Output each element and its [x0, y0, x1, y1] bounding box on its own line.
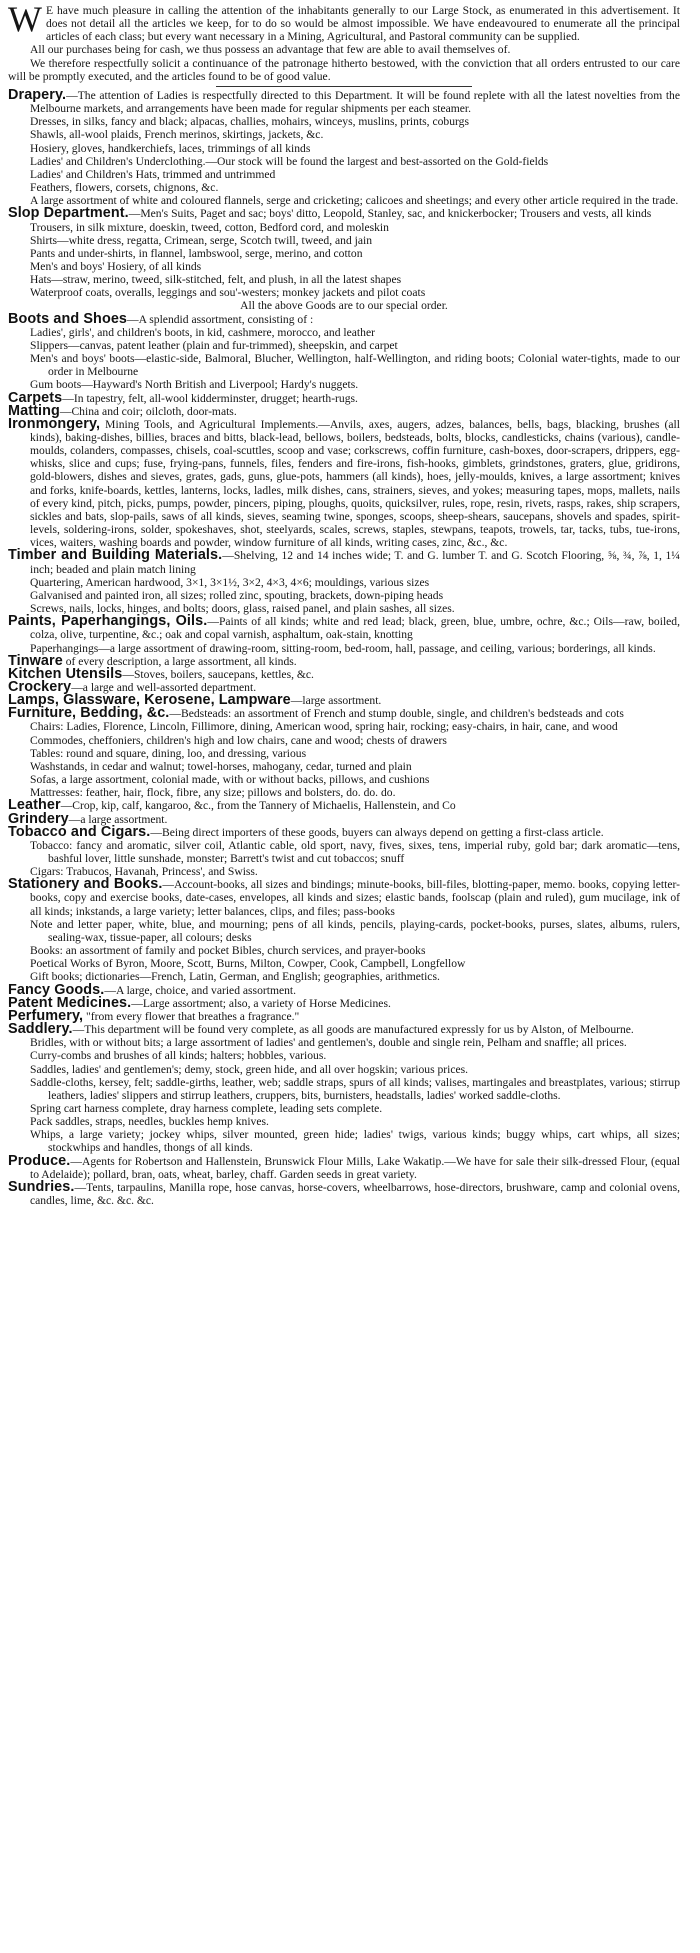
section-text: —Shelving, 12 and 14 inches wide; T. and G. lumber T. and G. Scotch Flooring, ⅝, ¾, ⅞, 1, 1¼ inch; beaded and plain match lining	[30, 549, 680, 576]
section-text: —Agents for Robertson and Hallenstein, Brunswick Flour Mills, Lake Wakatip.—We have for sale their silk-dressed Flour, (equal to Adelaide); pollard, bran, oats, wheat, barley, chaff. Garden seeds in great variety.	[30, 1154, 680, 1181]
section-timber	[8, 549, 680, 615]
section-title: Fancy Goods.	[8, 981, 105, 998]
section-heading-line	[8, 823, 680, 840]
list-item: Shirts—white dress, regatta, Crimean, serge, Scotch twill, tweed, and jain	[30, 233, 373, 247]
section-title: Paints, Paperhangings, Oils.	[8, 613, 208, 630]
list-item: A large assortment of white and coloured flannels, serge and cricketing; calicoes and sheetings; and every other article required in the trade.	[30, 194, 679, 208]
list-item: Trousers, in silk mixture, doeskin, tweed, cotton, Bedford cord, and moleskin	[30, 220, 389, 234]
list-item: Gum boots—Hayward's North British and Liverpool; Hardy's nuggets.	[30, 378, 359, 392]
section-title: Matting	[8, 402, 60, 419]
section-boots	[8, 310, 680, 392]
section-produce	[8, 1152, 680, 1181]
section-title: Grindery	[8, 810, 69, 827]
list-item: Shawls, all-wool plaids, French merinos, skirtings, jackets, &c.	[30, 128, 324, 142]
section-heading-line	[8, 878, 680, 917]
section-text: —Tents, tarpaulins, Manilla rope, hose canvas, horse-covers, wheelbarrows, hose-directors, brushware, camp and colonial ovens, candles, lime, &c. &c. &c.	[30, 1180, 680, 1208]
section-heading-line	[8, 207, 680, 220]
list-item: Pants and under-shirts, in flannel, lambswool, serge, merino, and cotton	[30, 246, 363, 260]
section-title: Lamps, Glassware, Kerosene, Lampware	[8, 692, 291, 709]
section-heading-line	[8, 415, 680, 550]
section-title: Kitchen Utensils	[8, 665, 123, 682]
section-tobacco	[8, 823, 680, 879]
section-title: Produce.	[8, 1152, 71, 1169]
section-ironmongery	[8, 415, 680, 550]
section-heading-line	[8, 310, 680, 327]
section-perfumery	[8, 1007, 680, 1024]
section-title: Furniture, Bedding, &c.	[8, 705, 170, 722]
intro	[8, 0, 680, 83]
list-item: Mattresses: feather, hair, flock, fibre, any size; pillows and bolsters, do. do. do.	[30, 786, 396, 800]
section-carpets	[8, 389, 680, 406]
list-item: Ladies', girls', and children's boots, in kid, cashmere, morocco, and leather	[30, 325, 375, 339]
section-title: Crockery	[8, 678, 72, 695]
section-heading-line	[8, 665, 680, 682]
list-item: Ladies' and Children's Hats, trimmed and untrimmed	[30, 167, 276, 181]
section-title: Carpets	[8, 389, 63, 406]
section-text: —Bedsteads: an assortment of French and stump double, single, and children's bedsteads and cots	[169, 707, 624, 721]
list-item: Hosiery, gloves, handkerchiefs, laces, trimmings of all kinds	[30, 141, 311, 155]
list-item: Curry-combs and brushes of all kinds; halters; hobbles, various.	[30, 1049, 327, 1063]
section-text: —This department will be found very complete, as all goods are manufactured expressly for us by Alston, of Melbourne.	[72, 1023, 634, 1037]
section-matting	[8, 402, 680, 419]
list-item: Hats—straw, merino, tweed, silk-stitched, felt, and plush, in all the latest shapes	[30, 273, 402, 287]
section-text: of every description, a large assortment, all kinds.	[62, 654, 297, 668]
section-stationery	[8, 878, 680, 983]
section-text: —The attention of Ladies is respectfully directed to this Department. It will be found replete with all the latest novelties from the Melbourne markets, and arrangements have been made for regular shipments per each steamer.	[30, 88, 680, 116]
list-item: Whips, a large variety; jockey whips, silver mounted, green hide; ladies' twigs, various kinds; buggy whips, cart whips, all sizes; stockwhips and handles, thongs of all kinds.	[30, 1128, 680, 1155]
section-heading-line	[8, 1023, 680, 1036]
section-title: Ironmongery,	[8, 415, 101, 432]
section-text: —Large assortment; also, a variety of Horse Medicines.	[131, 996, 391, 1010]
list-item: Washstands, in cedar and walnut; towel-horses, mahogany, cedar, turned and plain	[30, 759, 412, 773]
section-title: Tobacco and Cigars.	[8, 823, 151, 840]
divider-rule	[216, 86, 471, 87]
intro-paragraph-2: All our purchases being for cash, we thus possess an advantage that few are able to avail themselves of.	[30, 43, 511, 57]
list-item: Sofas, a large assortment, colonial made, with or without backs, pillows, and cushions	[30, 773, 430, 787]
section-slop	[8, 207, 680, 312]
list-item: Tobacco: fancy and aromatic, silver coil, Atlantic cable, old sport, navy, fives, sixes, tens, imperial ruby, gold bar; dark aromatic—tens, bashful lover, little sunshade, monster; Barrett's twist and cut tobaccos; snuff	[30, 838, 680, 865]
section-heading-line	[8, 389, 680, 406]
section-title: Patent Medicines.	[8, 994, 132, 1011]
section-text: —A large, choice, and varied assortment.	[104, 983, 297, 997]
list-item: Quartering, American hardwood, 3×1, 3×1½, 3×2, 4×3, 4×6; mouldings, various sizes	[30, 575, 430, 589]
list-item: Dresses, in silks, fancy and black; alpacas, challies, mohairs, winceys, muslins, prints, coburgs	[30, 115, 469, 129]
section-text: —large assortment.	[290, 694, 382, 708]
list-item: Saddle-cloths, kersey, felt; saddle-girths, leather, web; saddle straps, spurs of all kinds; valises, martingales and breastplates, various; stirrup leathers, ladies' slippers and stirrup leathers, cruppers, bits, burnisters, headstalls, ladies' worked saddle-cloths.	[30, 1075, 680, 1102]
list-item: Feathers, flowers, corsets, chignons, &c.	[30, 181, 219, 195]
list-item: Men's and boys' Hosiery, of all kinds	[30, 259, 202, 273]
section-text: —Crop, kip, calf, kangaroo, &c., from the Tannery of Michaelis, Hallenstein, and Co	[60, 799, 456, 813]
list-item: Waterproof coats, overalls, leggings and sou'-westers; monkey jackets and pilot coats	[30, 286, 426, 300]
section-text: —Men's Suits, Paget and sac; boys' ditto, Leopold, Stanley, sac, and knickerbocker; Trousers and vests, all kinds	[128, 207, 652, 221]
sections	[8, 86, 681, 1208]
section-heading-line	[8, 86, 680, 116]
section-title: Perfumery,	[8, 1007, 84, 1024]
section-text: —China and coir; oilcloth, door-mats.	[59, 404, 237, 418]
section-heading-line	[8, 799, 680, 812]
section-text: —Stoves, boilers, saucepans, kettles, &c.	[122, 667, 314, 681]
section-kitchen	[8, 665, 680, 682]
section-paints	[8, 615, 680, 654]
section-text: —A splendid assortment, consisting of :	[127, 312, 314, 326]
section-furniture	[8, 707, 680, 799]
section-heading-line	[8, 549, 680, 575]
list-item: Commodes, cheffoniers, children's high and low chairs, cane and wood; chests of drawers	[30, 733, 447, 747]
list-item: Gift books; dictionaries—French, Latin, German, and English; geographies, arithmetics.	[30, 970, 440, 984]
section-text: —Account-books, all sizes and bindings; minute-books, bill-files, blotting-paper, memo. books, copying letter-books, copy and exercise books, date-cases, envelopes, all kinds and sizes; elastic bands, foolscap (plain and ruled), gum mucilage, ink of all kinds; inkstands, a large variety; letter balances, clips, and files; pass-books	[30, 878, 680, 918]
section-heading-line	[8, 615, 680, 641]
list-item: Note and letter paper, white, blue, and mourning; pens of all kinds, pencils, playing-cards, pocket-books, purses, slates, albums, rulers, sealing-wax, tissue-paper, all colours; desks	[30, 917, 680, 944]
section-text: —a large and well-assorted department.	[71, 680, 257, 694]
section-heading-line	[8, 1178, 680, 1208]
list-item: Ladies' and Children's Underclothing.—Our stock will be found the largest and best-assorted on the Gold-fields	[30, 154, 549, 168]
section-saddlery	[8, 1023, 680, 1155]
list-item: Screws, nails, locks, hinges, and bolts; doors, glass, raised panel, and plain sashes, all sizes.	[30, 602, 455, 616]
section-title: Leather	[8, 797, 61, 814]
section-text: Mining Tools, and Agricultural Implements.—Anvils, axes, augers, adzes, balances, bells, bags, blacking, brushes (all kinds), baking-dishes, billies, braces and bitts, black-lead, bellows, boilers, bedsteads, bolts, blocks, candlesticks, chains (various), candle-moulds, colanders, compasses, chisels, coal-scuttles, scoop and vase; corkscrews, coffin furniture, cash-boxes, door-scrapers, drippers, egg-whisks, slice and cups; fuse, frying-pans, funnels, files, fenders and fire-irons, fish-hooks, gimblets, grindstones, graters, glue, gridirons, gold-blowers, dishes and sieves, grates, gads, guns, glue-pots, hammers (all kinds), hoes, jelly-moulds, knives, a large assortment; knives and forks, knife-boards, kettles, lanterns, locks, ladles, milk dishes, cans, strainers, sieves, and yokes; measuring tapes, mops, mallets, nails of every kind, pitch, picks, pumps, powder, pincers, piping, ploughs, quoits, quicksilver, rules, rope, resin, rivets, rasps, rakes, ship scrapers, sickles and bats, slop-pails, saws of all kinds, sieves, seaming twine, sponges, scoops, sheep-shears, saucepans, shovels and spades, spirit-levels, soldering-irons, solder, spokeshaves, shot, steelyards, scales, screws, staples, stewpans, teapots, trowels, tar, tacks, tubs, tue-irons, vices, waiters, washing boards and powder, window furniture of all kinds, writing cases, zinc, &c., &c.	[30, 417, 680, 550]
section-text: —Being direct importers of these goods, buyers can always depend on getting a first-class article.	[150, 825, 604, 839]
intro-paragraph-1: W E have much pleasure in calling the attention of the inhabitants generally to our Large Stock, as enumerated in this advertisement. It does not detail all the articles we keep, for to do so would be almost impossible. We have endeavoured to enumerate all the principal articles of each class; but every want necessary in a Mining, Agricultural, and Pastoral community can be supplied.	[8, 0, 680, 44]
section-text: —In tapestry, felt, all-wool kidderminster, drugget; hearth-rugs.	[62, 391, 358, 405]
list-item: Slippers—canvas, patent leather (plain and fur-trimmed), sheepskin, and carpet	[30, 338, 398, 352]
section-note: All the above Goods are to our special order.	[240, 299, 448, 313]
section-title: Sundries.	[8, 1178, 75, 1195]
list-item: Tables: round and square, dining, loo, and dressing, various	[30, 746, 307, 760]
list-item: Poetical Works of Byron, Moore, Scott, Burns, Milton, Cowper, Cook, Campbell, Longfellow	[30, 957, 466, 971]
list-item: Paperhangings—a large assortment of drawing-room, sitting-room, bed-room, hall, passage, and ceiling, various; borderings, all kinds.	[30, 641, 656, 655]
section-title: Stationery and Books.	[8, 876, 163, 893]
section-drapery	[8, 86, 680, 208]
section-sundries	[8, 1178, 680, 1208]
list-item: Cigars: Trabucos, Havanah, Princess', and Swiss.	[30, 865, 258, 879]
list-item: Chairs: Ladies, Florence, Lincoln, Fillimore, dining, American wood, spring hair, rocking; easy-chairs, in hair, cane, and wood	[30, 720, 618, 734]
list-item: Pack saddles, straps, needles, buckles hemp knives.	[30, 1115, 269, 1129]
section-leather	[8, 799, 680, 812]
section-text: —Paints of all kinds; white and red lead; black, green, blue, umbre, ochre, &c.; Oils—raw, boiled, colza, olive, turpentine, &c.; oak and copal varnish, asphaltum, oak-stain, knotting	[30, 615, 681, 642]
section-title: Drapery.	[8, 86, 67, 103]
section-title: Boots and Shoes	[8, 310, 128, 327]
section-heading-line	[8, 994, 680, 1011]
section-heading-line	[8, 707, 680, 720]
list-item: Spring cart harness complete, dray harness complete, leading sets complete.	[30, 1101, 383, 1115]
section-heading-line	[8, 1007, 680, 1024]
intro-paragraph-3: We therefore respectfully solicit a continuance of the patronage hitherto bestowed, with the conviction that all orders entrusted to our care will be promptly executed, and the articles found to be of good value.	[8, 56, 680, 83]
list-item: Books: an assortment of family and pocket Bibles, church services, and prayer-books	[30, 944, 426, 958]
list-item: Saddles, ladies' and gentlemen's; demy, stock, green hide, and all over hogskin; various prices.	[30, 1062, 469, 1076]
section-text: —a large assortment.	[68, 812, 168, 826]
list-item: Bridles, with or without bits; a large assortment of ladies' and gentlemen's, double and single rein, Pelham and snaffle; all prices.	[30, 1036, 627, 1050]
section-heading-line	[8, 402, 680, 419]
section-text: "from every flower that breathes a fragrance."	[83, 1009, 300, 1023]
section-title: Slop Department.	[8, 205, 129, 222]
section-title: Timber and Building Materials.	[8, 547, 223, 564]
drop-cap: W	[8, 0, 42, 39]
section-title: Tinware	[8, 652, 63, 669]
list-item: Galvanised and painted iron, all sizes; rolled zinc, spouting, brackets, down-piping heads	[30, 588, 444, 602]
list-item: Men's and boys' boots—elastic-side, Balmoral, Blucher, Wellington, half-Wellington, and riding boots; Colonial water-tights, made to our order in Melbourne	[30, 352, 680, 379]
section-patent	[8, 994, 680, 1011]
section-title: Saddlery.	[8, 1021, 73, 1038]
section-heading-line	[8, 1152, 680, 1181]
